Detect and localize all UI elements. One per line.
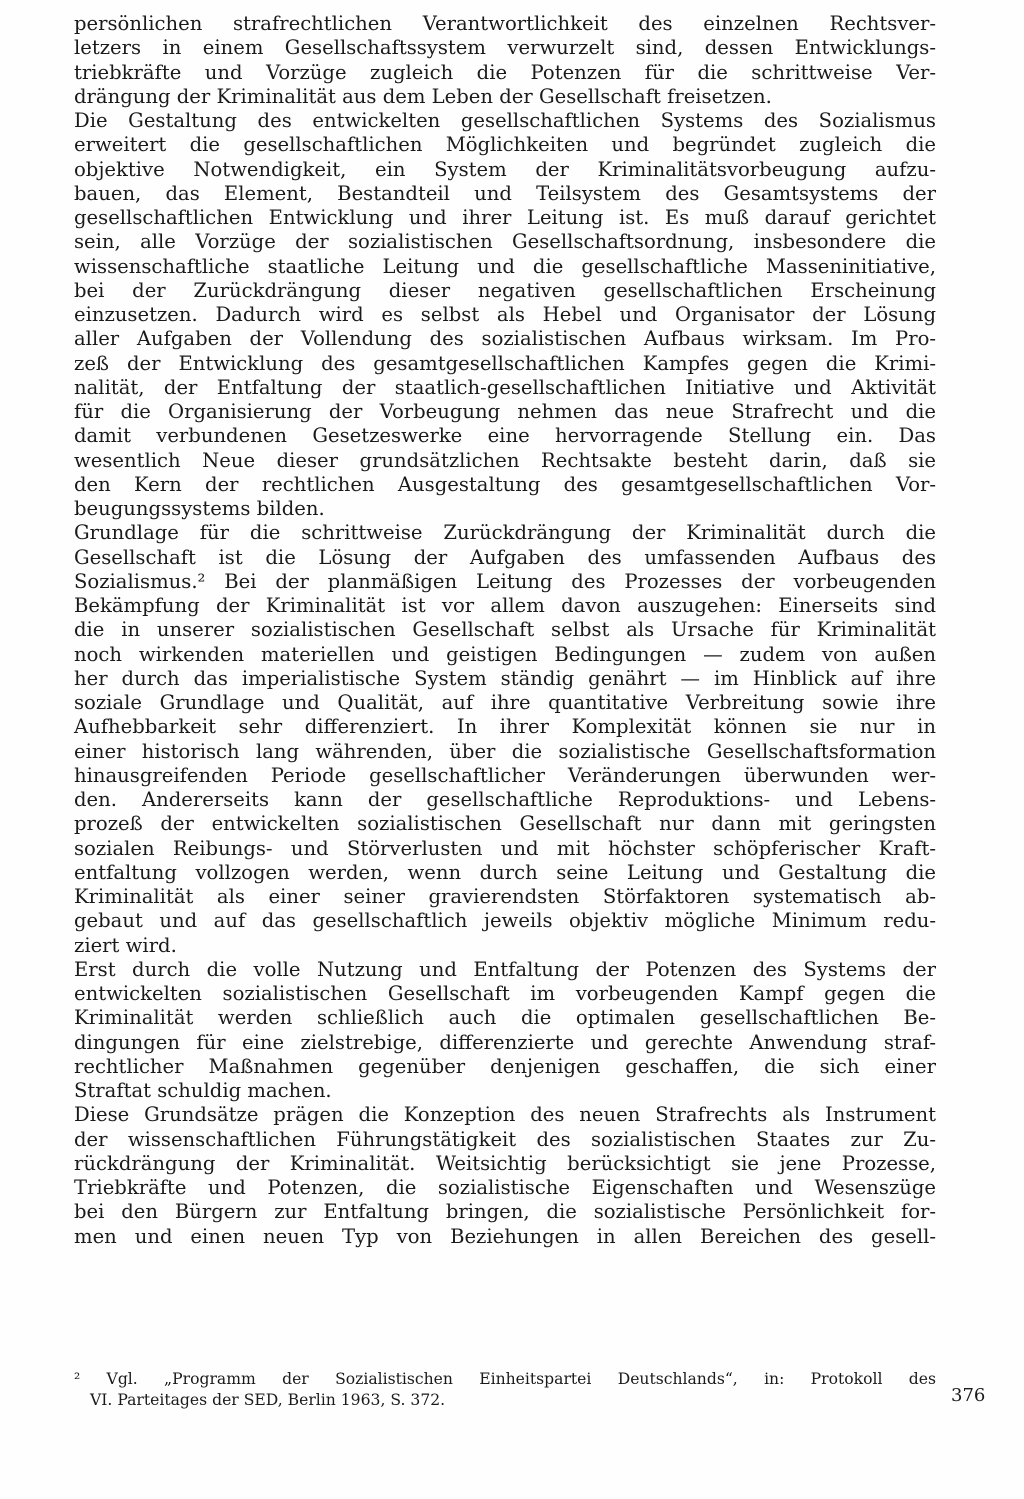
text-line: die in unserer sozialistischen Gesellschaft selbst als Ursache für Kriminalität bbox=[74, 618, 936, 642]
text-line: nalität, der Entfaltung der staatlich-gesellschaftlichen Initiative und Aktivität bbox=[74, 375, 936, 399]
text-line: den. Andererseits kann der gesellschaftliche Reproduktions- und Lebens- bbox=[74, 788, 936, 811]
footnote-line: VI. Parteitages der SED, Berlin 1963, S. 372. bbox=[90, 1391, 446, 1409]
text-line: letzers in einem Gesellschaftssystem verwurzelt sind, dessen Entwicklungs- bbox=[74, 36, 936, 60]
body-text bbox=[74, 12, 936, 1249]
text-line: Erst durch die volle Nutzung und Entfaltung der Potenzen des Systems der bbox=[74, 957, 936, 981]
text-line: rückdrängung der Kriminalität. Weitsichtig berücksichtigt sie jene Prozesse, bbox=[74, 1151, 936, 1175]
text-line: rechtlicher Maßnahmen gegenüber denjenigen geschaffen, die sich einer bbox=[74, 1054, 936, 1078]
text-line: Straftat schuldig machen. bbox=[74, 1079, 332, 1102]
text-line: wesentlich Neue dieser grundsätzlichen Rechtsakte besteht darin, daß sie bbox=[74, 448, 936, 472]
text-line: einzusetzen. Dadurch wird es selbst als Hebel und Organisator der Lösung bbox=[74, 303, 936, 326]
text-line: bei den Bürgern zur Entfaltung bringen, die sozialistische Persönlichkeit for- bbox=[74, 1200, 936, 1224]
text-line: einer historisch lang währenden, über die sozialistische Gesellschaftsformation bbox=[74, 739, 936, 763]
text-line: Diese Grundsätze prägen die Konzeption des neuen Strafrechts als Instrument bbox=[74, 1103, 936, 1127]
text-line: prozeß der entwickelten sozialistischen Gesellschaft nur dann mit geringsten bbox=[74, 812, 936, 836]
text-line: Kriminalität als einer seiner gravierendsten Störfaktoren systematisch ab- bbox=[74, 885, 936, 908]
text-line: Gesellschaft ist die Lösung der Aufgaben des umfassenden Aufbaus des bbox=[74, 545, 936, 569]
text-line: erweitert die gesellschaftlichen Möglichkeiten und begründet zugleich die bbox=[74, 133, 936, 157]
text-line: Aufhebbarkeit sehr differenziert. In ihrer Komplexität können sie nur in bbox=[74, 715, 936, 739]
text-line: Die Gestaltung des entwickelten gesellschaftlichen Systems des Sozialismus bbox=[74, 109, 936, 132]
text-line: bei der Zurückdrängung dieser negativen gesellschaftlichen Erscheinung bbox=[74, 278, 936, 302]
text-line: entfaltung vollzogen werden, wenn durch seine Leitung und Gestaltung die bbox=[74, 860, 936, 884]
text-line: beugungssystems bilden. bbox=[74, 497, 325, 520]
text-line: entwickelten sozialistischen Gesellschaft im vorbeugenden Kampf gegen die bbox=[74, 982, 936, 1005]
text-line: persönlichen strafrechtlichen Verantwortlichkeit des einzelnen Rechtsver- bbox=[74, 12, 936, 35]
footnote-line: ² Vgl. „Programm der Sozialistischen Einheitspartei Deutschlands“, in: Protokoll des bbox=[74, 1370, 936, 1388]
text-line: men und einen neuen Typ von Beziehungen in allen Bereichen des gesell- bbox=[74, 1224, 936, 1248]
text-line: gebaut und auf das gesellschaftlich jeweils objektiv mögliche Minimum redu- bbox=[74, 909, 936, 933]
text-line: her durch das imperialistische System ständig genährt — im Hinblick auf ihre bbox=[74, 666, 936, 690]
text-line: ziert wird. bbox=[74, 933, 177, 957]
text-line: sein, alle Vorzüge der sozialistischen Gesellschaftsordnung, insbesondere die bbox=[74, 230, 936, 254]
text-line: noch wirkenden materiellen und geistigen Bedingungen — zudem von außen bbox=[74, 642, 936, 666]
text-line: bauen, das Element, Bestandteil und Teilsystem des Gesamtsystems der bbox=[74, 181, 936, 205]
text-line: soziale Grundlage und Qualität, auf ihre quantitative Verbreitung sowie ihre bbox=[74, 691, 936, 714]
text-line: triebkräfte und Vorzüge zugleich die Potenzen für die schrittweise Ver- bbox=[74, 60, 936, 84]
footnotes bbox=[74, 1369, 936, 1411]
text-line: Grundlage für die schrittweise Zurückdrängung der Kriminalität durch die bbox=[74, 521, 936, 545]
text-line: Kriminalität werden schließlich auch die optimalen gesellschaftlichen Be- bbox=[74, 1006, 936, 1030]
text-line: sozialen Reibungs- und Störverlusten und mit höchster schöpferischer Kraft- bbox=[74, 836, 936, 860]
text-line: Triebkräfte und Potenzen, die sozialistische Eigenschaften und Wesenszüge bbox=[74, 1176, 936, 1199]
page-number: 376 bbox=[951, 1385, 986, 1406]
text-line: damit verbundenen Gesetzeswerke eine hervorragende Stellung ein. Das bbox=[74, 424, 936, 448]
text-line: objektive Notwendigkeit, ein System der Kriminalitätsvorbeugung aufzu- bbox=[74, 157, 936, 181]
text-line: gesellschaftlichen Entwicklung und ihrer Leitung ist. Es muß darauf gerichtet bbox=[74, 206, 936, 229]
text-line: wissenschaftliche staatliche Leitung und die gesellschaftliche Masseninitiative, bbox=[74, 254, 936, 278]
text-line: der wissenschaftlichen Führungstätigkeit des sozialistischen Staates zur Zu- bbox=[74, 1127, 936, 1151]
text-line: den Kern der rechtlichen Ausgestaltung des gesamtgesellschaftlichen Vor- bbox=[74, 472, 936, 496]
text-line: drängung der Kriminalität aus dem Leben der Gesellschaft freisetzen. bbox=[74, 84, 772, 108]
text-line: für die Organisierung der Vorbeugung nehmen das neue Strafrecht und die bbox=[74, 400, 936, 423]
text-line: Bekämpfung der Kriminalität ist vor allem davon auszugehen: Einerseits sind bbox=[74, 594, 936, 617]
text-line: Sozialismus.² Bei der planmäßigen Leitung des Prozesses der vorbeugenden bbox=[74, 569, 936, 593]
text-line: dingungen für eine zielstrebige, differenzierte und gerechte Anwendung straf- bbox=[74, 1030, 936, 1054]
text-line: hinausgreifenden Periode gesellschaftlicher Veränderungen überwunden wer- bbox=[74, 763, 936, 787]
text-line: aller Aufgaben der Vollendung des sozialistischen Aufbaus wirksam. Im Pro- bbox=[74, 327, 936, 351]
text-line: zeß der Entwicklung des gesamtgesellschaftlichen Kampfes gegen die Krimi- bbox=[74, 351, 936, 375]
